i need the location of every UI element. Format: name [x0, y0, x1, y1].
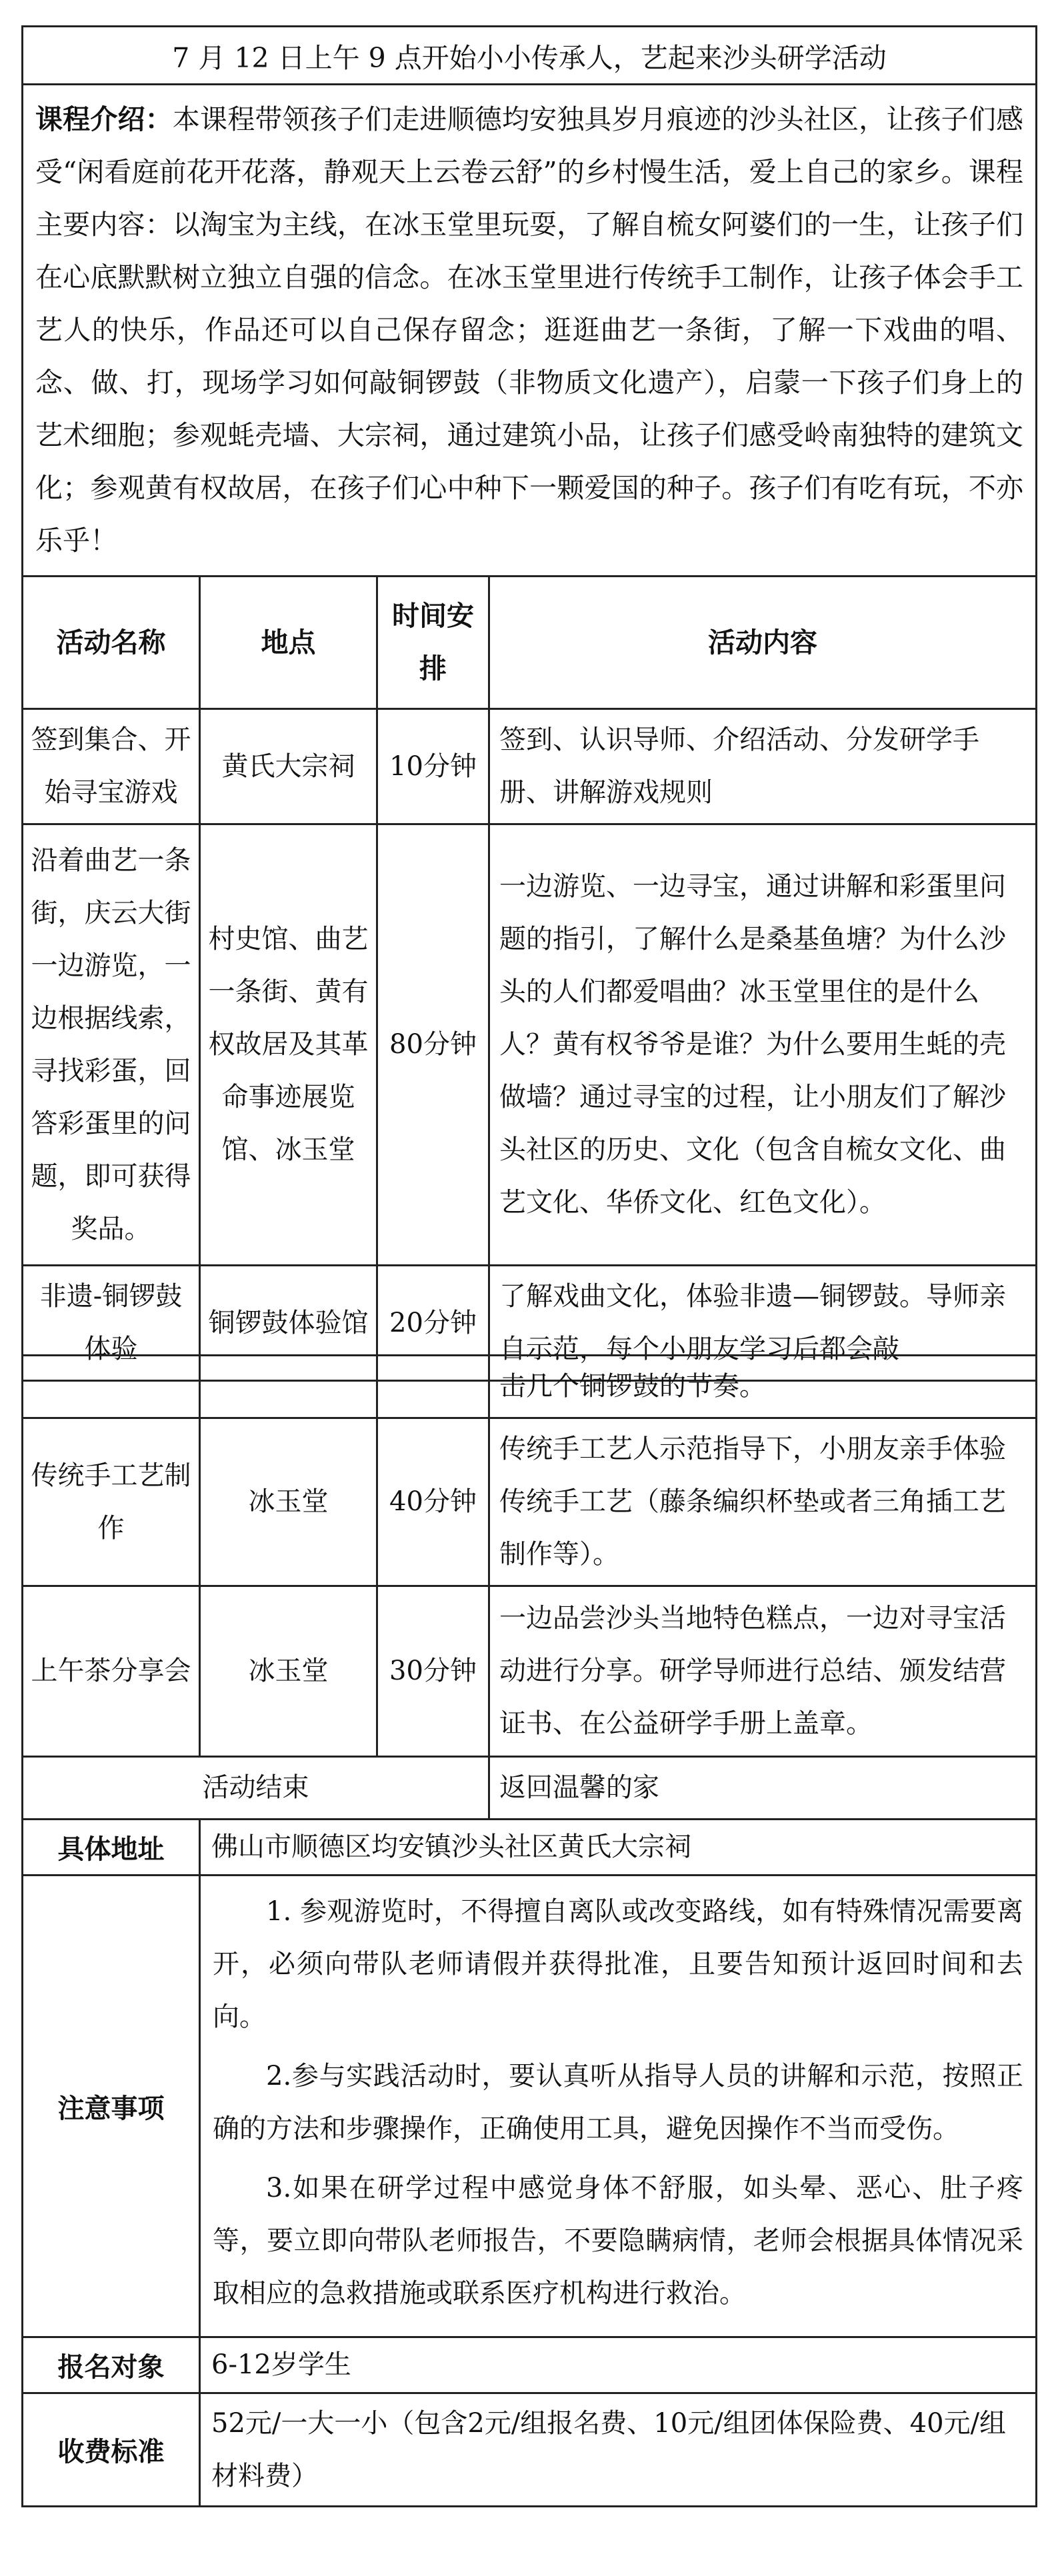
activity-time: 30分钟 — [377, 1586, 489, 1757]
header-place: 地点 — [200, 577, 377, 709]
activity-content: 传统手工艺人示范指导下，小朋友亲手体验传统手工艺（藤条编织杯垫或者三角插工艺制作等）。 — [489, 1418, 1037, 1586]
activity-time: 80分钟 — [377, 824, 489, 1266]
document-title: 7 月 12 日上午 9 点开始小小传承人，艺起来沙头研学活动 — [23, 27, 1037, 85]
activity-content: 一边游览、一边寻宝，通过讲解和彩蛋里问题的指引，了解什么是桑基鱼塘？为什么沙头的人们都爱唱曲？冰玉堂里住的是什么人？黄有权爷爷是谁？为什么要用生蚝的壳做墙？通过寻宝的过程，让小朋友们了解沙头社区的历史、文化（包含自梳女文化、曲艺文化、华侨文化、红色文化）。 — [489, 824, 1037, 1266]
intro-label: 课程介绍： — [35, 103, 173, 135]
activity-time: 20分钟 — [377, 1266, 489, 1381]
table-row — [23, 709, 1037, 824]
header-time: 时间安排 — [377, 577, 489, 709]
table-row — [23, 824, 1037, 1266]
target-row — [23, 2337, 1037, 2393]
table-row — [23, 1418, 1037, 1586]
schedule-table-continued — [21, 1354, 1037, 2507]
activity-place: 黄氏大宗祠 — [200, 709, 377, 824]
activity-name: 上午茶分享会 — [23, 1586, 200, 1757]
table-row — [23, 1757, 1037, 1820]
activity-place: 冰玉堂 — [200, 1418, 377, 1586]
table-row — [23, 1356, 1037, 1418]
notice-item: 3.如果在研学过程中感觉身体不舒服，如头晕、恶心、肚子疼等，要立即向带队老师报告，不要隐瞒病情，老师会根据具体情况采取相应的急救措施或联系医疗机构进行救治。 — [213, 2173, 1023, 2309]
activity-content-continued: 击几个铜锣鼓的节奏。 — [489, 1356, 1037, 1418]
activity-name: 沿着曲艺一条街，庆云大街一边游览，一边根据线索，寻找彩蛋，回答彩蛋里的问题，即可获得奖品。 — [23, 824, 200, 1266]
end-content: 返回温馨的家 — [489, 1757, 1037, 1820]
end-label: 活动结束 — [23, 1757, 489, 1820]
address-row — [23, 1820, 1037, 1876]
activity-content: 了解戏曲文化，体验非遗—铜锣鼓。导师亲自示范，每个小朋友学习后都会敲 — [489, 1266, 1037, 1381]
activity-name: 非遗-铜锣鼓体验 — [23, 1266, 200, 1381]
target-value: 6-12岁学生 — [200, 2337, 1037, 2393]
table-row — [23, 1586, 1037, 1757]
activity-place: 村史馆、曲艺一条街、黄有权故居及其革命事迹展览馆、冰玉堂 — [200, 824, 377, 1266]
activity-content: 签到、认识导师、介绍活动、分发研学手册、讲解游戏规则 — [489, 709, 1037, 824]
address-label: 具体地址 — [23, 1820, 200, 1876]
fee-label: 收费标准 — [23, 2393, 200, 2507]
course-intro — [23, 85, 1037, 577]
fee-row — [23, 2393, 1037, 2507]
activity-name: 签到集合、开始寻宝游戏 — [23, 709, 200, 824]
activity-time: 10分钟 — [377, 709, 489, 824]
table-header-row — [23, 577, 1037, 709]
header-content: 活动内容 — [489, 577, 1037, 709]
notice-item: 1. 参观游览时，不得擅自离队或改变路线，如有特殊情况需要离开，必须向带队老师请假并获得批准，且要告知预计返回时间和去向。 — [213, 1896, 1023, 2032]
activity-place: 冰玉堂 — [200, 1586, 377, 1757]
intro-text: 本课程带领孩子们走进顺德均安独具岁月痕迹的沙头社区，让孩子们感受“闲看庭前花开花落，静观天上云卷云舒”的乡村慢生活，爱上自己的家乡。课程主要内容：以淘宝为主线，在冰玉堂里玩耍，了解自梳女阿婆们的一生，让孩子们在心底默默树立独立自强的信念。在冰玉堂里进行传统手工制作，让孩子体会手工艺人的快乐，作品还可以自己保存留念；逛逛曲艺一条街，了解一下戏曲的唱、念、做、打，现场学习如何敲铜锣鼓（非物质文化遗产），启蒙一下孩子们身上的艺术细胞；参观蚝壳墙、大宗祠，通过建筑小品，让孩子们感受岭南独特的建筑文化；参观黄有权故居，在孩子们心中种下一颗爱国的种子。孩子们有吃有玩，不亦乐乎！ — [35, 103, 1024, 557]
notice-label: 注意事项 — [23, 1876, 200, 2337]
notice-row — [23, 1876, 1037, 2337]
activity-name: 传统手工艺制作 — [23, 1418, 200, 1586]
notice-content — [200, 1876, 1037, 2337]
fee-value: 52元/一大一小（包含2元/组报名费、10元/组团体保险费、40元/组材料费） — [200, 2393, 1037, 2507]
target-label: 报名对象 — [23, 2337, 200, 2393]
activity-content: 一边品尝沙头当地特色糕点，一边对寻宝活动进行分享。研学导师进行总结、颁发结营证书、在公益研学手册上盖章。 — [489, 1586, 1037, 1757]
address-value: 佛山市顺德区均安镇沙头社区黄氏大宗祠 — [200, 1820, 1037, 1876]
activity-place: 铜锣鼓体验馆 — [200, 1266, 377, 1381]
schedule-table — [21, 25, 1037, 1382]
notice-item: 2.参与实践活动时，要认真听从指导人员的讲解和示范，按照正确的方法和步骤操作，正确使用工具，避免因操作不当而受伤。 — [213, 2061, 1023, 2144]
header-activity-name: 活动名称 — [23, 577, 200, 709]
activity-time: 40分钟 — [377, 1418, 489, 1586]
